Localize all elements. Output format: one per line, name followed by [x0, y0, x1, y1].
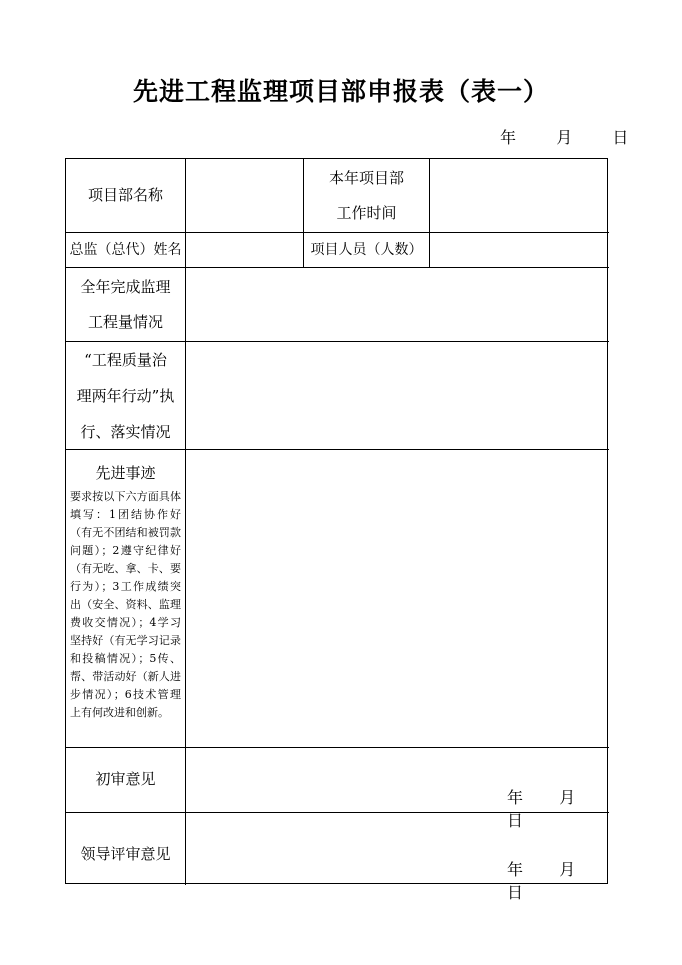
month-label: 月 [559, 788, 576, 807]
work-time-label-line1: 本年项目部 [328, 168, 404, 187]
quality-action-label [66, 342, 185, 449]
year-label: 年 [507, 788, 524, 807]
achievements-label-block [66, 450, 185, 747]
month-label: 月 [559, 860, 576, 879]
leader-review-date [507, 857, 607, 903]
application-form-table [65, 158, 608, 902]
day-label: 日 [507, 811, 524, 830]
quality-action-field[interactable] [186, 342, 609, 449]
year-label: 年 [507, 860, 524, 879]
achievements-label: 先进事迹 [95, 464, 156, 482]
work-time-label-line2: 工作时间 [336, 203, 397, 222]
chief-name-label: 总监（总代）姓名 [69, 241, 182, 258]
chief-name-field[interactable] [186, 233, 303, 267]
year-label: 年 [500, 128, 517, 147]
workload-label [66, 268, 185, 341]
leader-review-label: 领导评审意见 [80, 845, 171, 863]
workload-label-line2: 工程量情况 [87, 312, 163, 331]
project-name-field[interactable] [186, 159, 303, 232]
quality-action-label-line3: 行、落实情况 [80, 422, 171, 441]
quality-action-label-line2: 理两年行动”执 [76, 386, 175, 405]
form-title: 先进工程监理项目部申报表（表一） [132, 77, 549, 106]
workload-label-line1: 全年完成监理 [80, 277, 171, 296]
work-time-label [304, 159, 429, 232]
staff-count-field[interactable] [430, 233, 609, 267]
project-name-label: 项目部名称 [87, 186, 163, 204]
achievements-field[interactable] [186, 450, 609, 747]
month-label: 月 [556, 128, 573, 147]
header-date [500, 125, 628, 148]
achievements-note: 要求按以下六方面具体填写：1团结协作好（有无不团结和被罚款问题）；2遵守纪律好（有无吃、拿、卡、要行为）；3工作成绩突出（安全、资料、监理费收交情况）；4学习坚持好（有无学习记录和投稿情况）；5传、帮、带活动好（新人进步情况）；6技术管理上有何改进和创新。 [70, 490, 181, 719]
initial-review-label: 初审意见 [95, 770, 156, 788]
quality-action-label-line1: “工程质量治 [84, 350, 167, 369]
day-label: 日 [507, 883, 524, 902]
workload-field[interactable] [186, 268, 609, 341]
day-label: 日 [612, 128, 629, 147]
staff-count-label: 项目人员（人数） [310, 241, 423, 258]
work-time-field[interactable] [430, 159, 609, 232]
